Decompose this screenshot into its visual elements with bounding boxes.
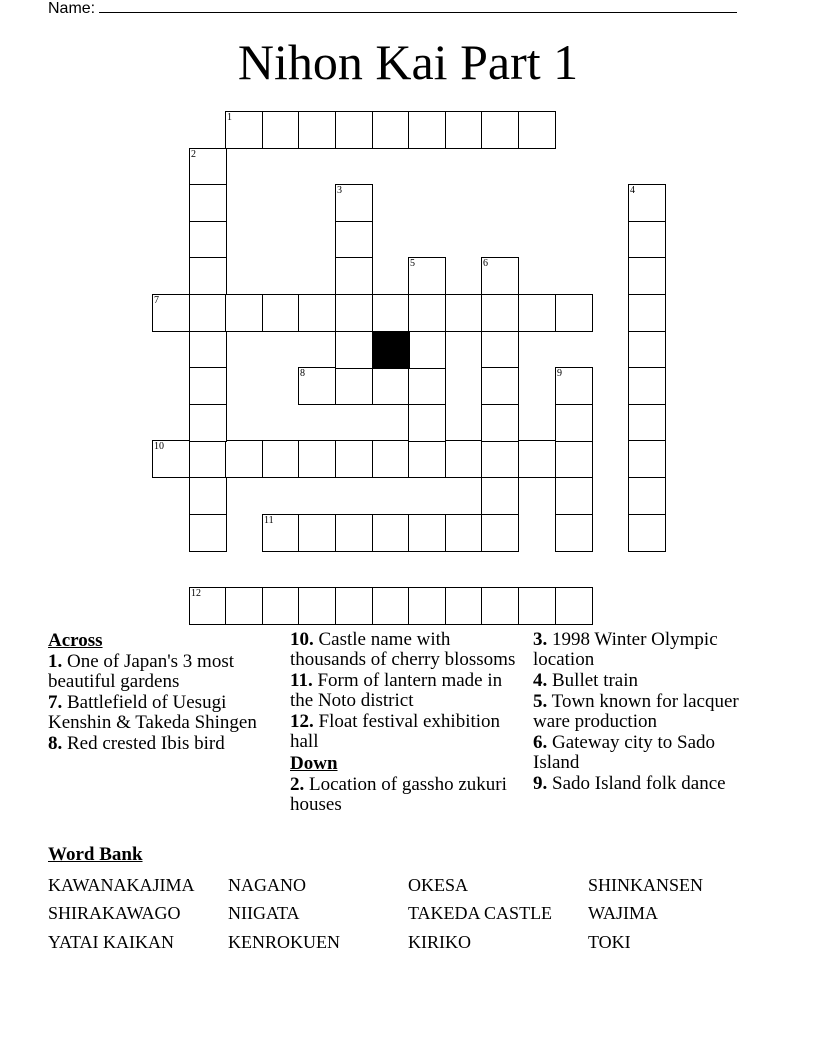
- grid-cell[interactable]: [408, 294, 446, 332]
- word-bank-word: WAJIMA: [588, 903, 658, 923]
- grid-cell[interactable]: [408, 331, 446, 369]
- grid-cell[interactable]: [555, 367, 593, 405]
- black-cell: [372, 331, 410, 369]
- grid-cell[interactable]: [152, 440, 190, 478]
- grid-cell[interactable]: [628, 514, 666, 552]
- clue-text: Castle name with thousands of cherry blossoms: [290, 629, 516, 670]
- word-bank-title: Word Bank: [48, 844, 143, 865]
- page-title: Nihon Kai Part 1: [237, 34, 579, 90]
- grid-cell[interactable]: [481, 257, 519, 295]
- grid-cell[interactable]: [298, 587, 336, 625]
- clue-number: 3.: [533, 629, 548, 650]
- clue-number: 7.: [48, 692, 63, 713]
- cell-number: 6: [483, 258, 488, 269]
- grid-cell[interactable]: [408, 111, 446, 149]
- grid-cell[interactable]: [628, 257, 666, 295]
- word-bank-word: NAGANO: [228, 875, 306, 895]
- word-bank-word: YATAI KAIKAN: [48, 932, 175, 952]
- grid-cell[interactable]: [298, 440, 336, 478]
- grid-cell[interactable]: [628, 221, 666, 259]
- clue-down-6: [533, 733, 763, 773]
- grid-cell[interactable]: [481, 440, 519, 478]
- across-heading: Across: [48, 630, 103, 651]
- grid-cell[interactable]: [628, 477, 666, 515]
- grid-cell[interactable]: [628, 367, 666, 405]
- grid-cell[interactable]: [335, 514, 373, 552]
- grid-cell[interactable]: [335, 587, 373, 625]
- grid-cell[interactable]: [481, 111, 519, 149]
- down-heading: Down: [290, 753, 338, 774]
- clue-across-8: [48, 734, 276, 754]
- grid-cell[interactable]: [189, 367, 227, 405]
- grid-cell[interactable]: [445, 294, 483, 332]
- grid-cell[interactable]: [445, 111, 483, 149]
- clue-text: Town known for lacquer ware production: [533, 691, 739, 732]
- grid-cell[interactable]: [189, 331, 227, 369]
- clue-down-9: [533, 774, 763, 794]
- cell-number: 8: [300, 368, 305, 379]
- word-bank-word: KAWANAKAJIMA: [48, 875, 195, 895]
- grid-cell[interactable]: [408, 257, 446, 295]
- grid-cell[interactable]: [408, 440, 446, 478]
- clue-across-11: [290, 671, 526, 711]
- grid-cell[interactable]: [372, 367, 410, 405]
- clue-number: 1.: [48, 651, 63, 672]
- clue-text: Location of gassho zukuri houses: [290, 774, 507, 815]
- clue-number: 2.: [290, 774, 305, 795]
- grid-cell[interactable]: [189, 184, 227, 222]
- cell-number: 10: [154, 441, 164, 452]
- clue-text: Form of lantern made in the Noto district: [290, 670, 503, 711]
- grid-cell[interactable]: [262, 111, 300, 149]
- grid-cell[interactable]: [189, 477, 227, 515]
- grid-cell[interactable]: [372, 587, 410, 625]
- clues-column-2: [290, 630, 526, 816]
- grid-cell[interactable]: [189, 294, 227, 332]
- grid-cell[interactable]: [372, 111, 410, 149]
- grid-cell[interactable]: [335, 111, 373, 149]
- clue-number: 5.: [533, 691, 548, 712]
- clue-number: 9.: [533, 773, 548, 794]
- clues-column-1: [48, 630, 276, 755]
- grid-cell[interactable]: [262, 587, 300, 625]
- clue-number: 8.: [48, 733, 63, 754]
- grid-cell[interactable]: [445, 440, 483, 478]
- word-bank-word: KIRIKO: [408, 932, 471, 952]
- grid-cell[interactable]: [555, 404, 593, 442]
- clue-text: Red crested Ibis bird: [67, 733, 225, 754]
- word-bank-word: NIIGATA: [228, 903, 300, 923]
- clue-text: One of Japan's 3 most beautiful gardens: [48, 651, 235, 692]
- clue-down-4: [533, 671, 763, 691]
- grid-cell[interactable]: [481, 514, 519, 552]
- word-bank-word: TOKI: [588, 932, 631, 952]
- grid-cell[interactable]: [225, 294, 263, 332]
- grid-cell[interactable]: [335, 294, 373, 332]
- grid-cell[interactable]: [225, 587, 263, 625]
- word-bank-word: SHIRAKAWAGO: [48, 903, 181, 923]
- clue-number: 4.: [533, 670, 548, 691]
- clue-across-1: [48, 652, 276, 692]
- word-bank-word: SHINKANSEN: [588, 875, 704, 895]
- name-label: Name:: [48, 0, 96, 17]
- grid-cell[interactable]: [445, 514, 483, 552]
- grid-cell[interactable]: [189, 148, 227, 186]
- clue-text: Sado Island folk dance: [552, 773, 726, 794]
- word-bank-word: OKESA: [408, 875, 469, 895]
- grid-cell[interactable]: [481, 587, 519, 625]
- grid-cell[interactable]: [262, 440, 300, 478]
- grid-cell[interactable]: [298, 294, 336, 332]
- grid-cell[interactable]: [189, 587, 227, 625]
- clue-number: 11.: [290, 670, 313, 691]
- grid-cell[interactable]: [518, 294, 556, 332]
- clue-text: 1998 Winter Olympic location: [533, 629, 718, 670]
- clue-down-3: [533, 630, 763, 670]
- grid-cell[interactable]: [555, 477, 593, 515]
- word-bank-word: KENROKUEN: [228, 932, 340, 952]
- clue-down-5: [533, 692, 763, 732]
- grid-cell[interactable]: [555, 440, 593, 478]
- grid-cell[interactable]: [518, 587, 556, 625]
- grid-cell[interactable]: [481, 294, 519, 332]
- clues-column-3: [533, 630, 763, 795]
- grid-cell[interactable]: [628, 331, 666, 369]
- grid-cell[interactable]: [335, 367, 373, 405]
- grid-cell[interactable]: [262, 294, 300, 332]
- cell-number: 4: [630, 185, 635, 196]
- grid-cell[interactable]: [298, 514, 336, 552]
- grid-cell[interactable]: [189, 404, 227, 442]
- clue-number: 12.: [290, 711, 314, 732]
- grid-cell[interactable]: [408, 587, 446, 625]
- cell-number: 11: [264, 515, 274, 526]
- grid-cell[interactable]: [189, 440, 227, 478]
- grid-cell[interactable]: [298, 111, 336, 149]
- grid-cell[interactable]: [189, 514, 227, 552]
- clue-number: 10.: [290, 629, 314, 650]
- grid-cell[interactable]: [152, 294, 190, 332]
- grid-cell[interactable]: [335, 184, 373, 222]
- grid-cell[interactable]: [335, 440, 373, 478]
- grid-cell[interactable]: [481, 477, 519, 515]
- grid-cell[interactable]: [481, 404, 519, 442]
- grid-cell[interactable]: [555, 514, 593, 552]
- grid-cell[interactable]: [372, 294, 410, 332]
- cell-number: 5: [410, 258, 415, 269]
- grid-cell[interactable]: [518, 111, 556, 149]
- grid-cell[interactable]: [628, 184, 666, 222]
- grid-cell[interactable]: [628, 294, 666, 332]
- word-bank-word: TAKEDA CASTLE: [408, 903, 553, 923]
- grid-cell[interactable]: [189, 257, 227, 295]
- grid-cell[interactable]: [225, 440, 263, 478]
- grid-cell[interactable]: [225, 111, 263, 149]
- cell-number: 7: [154, 295, 159, 306]
- grid-cell[interactable]: [445, 587, 483, 625]
- grid-cell[interactable]: [372, 440, 410, 478]
- clue-text: Gateway city to Sado Island: [533, 732, 716, 773]
- clue-down-2: [290, 775, 526, 815]
- grid-cell[interactable]: [335, 331, 373, 369]
- grid-cell[interactable]: [189, 221, 227, 259]
- grid-cell[interactable]: [408, 514, 446, 552]
- clue-number: 6.: [533, 732, 548, 753]
- grid-cell[interactable]: [298, 367, 336, 405]
- cell-number: 9: [557, 368, 562, 379]
- clue-across-7: [48, 693, 276, 733]
- clue-across-12: [290, 712, 526, 752]
- clue-across-10: [290, 630, 526, 670]
- grid-cell[interactable]: [408, 404, 446, 442]
- grid-cell[interactable]: [372, 514, 410, 552]
- cell-number: 12: [191, 588, 201, 599]
- grid-cell[interactable]: [335, 221, 373, 259]
- name-underline[interactable]: [99, 0, 737, 13]
- grid-cell[interactable]: [628, 404, 666, 442]
- cell-number: 2: [191, 149, 196, 160]
- grid-cell[interactable]: [555, 294, 593, 332]
- clue-text: Bullet train: [552, 670, 639, 691]
- cell-number: 3: [337, 185, 342, 196]
- grid-cell[interactable]: [408, 367, 446, 405]
- grid-cell[interactable]: [481, 331, 519, 369]
- clue-text: Battlefield of Uesugi Kenshin & Takeda Shingen: [48, 692, 257, 733]
- grid-cell[interactable]: [335, 257, 373, 295]
- cell-number: 1: [227, 112, 232, 123]
- grid-cell[interactable]: [518, 440, 556, 478]
- grid-cell[interactable]: [481, 367, 519, 405]
- grid-cell[interactable]: [628, 440, 666, 478]
- grid-cell[interactable]: [262, 514, 300, 552]
- grid-cell[interactable]: [555, 587, 593, 625]
- clue-text: Float festival exhibition hall: [290, 711, 501, 752]
- name-field[interactable]: [48, 0, 737, 18]
